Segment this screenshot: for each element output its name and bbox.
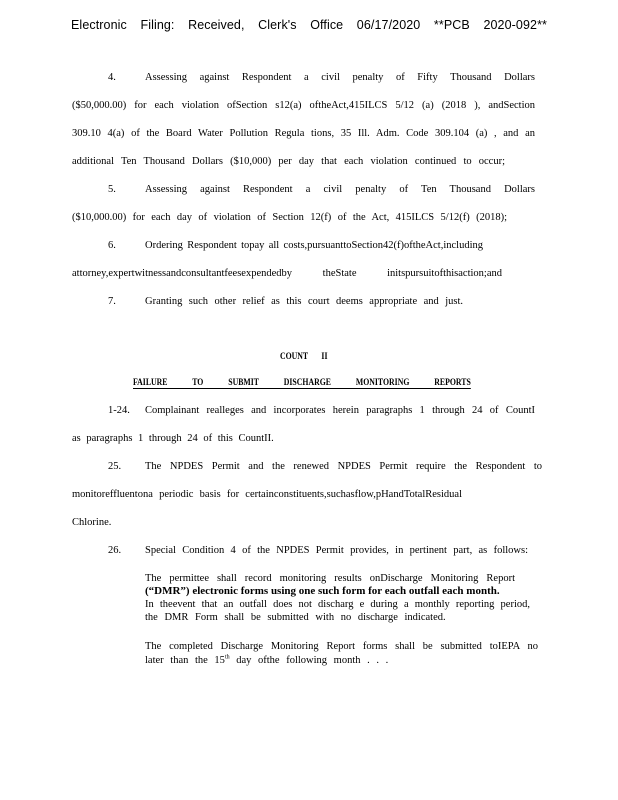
paragraph-5-line-1: Assessing against Respondent a civil penalty of Ten Thousand Dollars [145,184,535,195]
paragraph-25-line-2: monitoreffluentona periodic basis for certainconstituents,suchasflow,pHandTotalResidual [72,489,462,500]
paragraph-1-24-number: 1-24. [108,405,130,416]
paragraph-25-line-3: Chlorine. [72,517,112,528]
paragraph-7-number: 7. [108,296,116,307]
quote-line-5: The completed Discharge Monitoring Report forms shall be submitted toIEPA no [145,641,538,652]
paragraph-5-line-2: ($10,000.00) for each day of violation of Section 12(f) of the Act, 415ILCS 5/12(f) (2018); [72,212,507,223]
paragraph-4-line-2: ($50,000.00) for each violation ofSection s12(a) oftheAct,415ILCS 5/12 (a) (2018 ), andSection [72,100,535,111]
paragraph-25-line-1: The NPDES Permit and the renewed NPDES Permit require the Respondent to [145,461,542,472]
paragraph-4-line-1: Assessing against Respondent a civil penalty of Fifty Thousand Dollars [145,72,535,83]
paragraph-26-line-1: Special Condition 4 of the NPDES Permit provides, in pertinent part, as follows: [145,545,528,556]
paragraph-6-line-2: attorney,expertwitnessandconsultantfeesexpendedby theState initspursuitofthisaction;and [72,268,502,279]
quote-line-4: the DMR Form shall be submitted with no discharge indicated. [145,612,446,623]
quote-line-6-pre: later than the 15 [145,655,225,666]
paragraph-1-24-line-2: as paragraphs 1 through 24 of this CountII. [72,433,274,444]
paragraph-4-number: 4. [108,72,116,83]
count-title: COUNT II [280,352,328,362]
paragraph-4-line-4: additional Ten Thousand Dollars ($10,000) per day that each violation continued to occur; [72,156,505,167]
paragraph-6-number: 6. [108,240,116,251]
quote-line-3: In theevent that an outfall does not discharg e during a monthly reporting period, [145,599,530,610]
paragraph-4-line-3: 309.10 4(a) of the Board Water Pollution Regula tions, 35 Ill. Adm. Code 309.104 (a) , and an [72,128,535,139]
paragraph-5-number: 5. [108,184,116,195]
quote-line-6-sup: th [224,654,230,661]
quote-line-2: (“DMR”) electronic forms using one such form for each outfall each month. [145,585,500,597]
quote-line-6 [145,655,388,666]
quote-line-6-post: day ofthe following month . . . [229,655,389,666]
quote-line-1: The permittee shall record monitoring results onDischarge Monitoring Report [145,573,515,584]
paragraph-26-number: 26. [108,545,122,556]
paragraph-1-24-line-1: Complainant realleges and incorporates herein paragraphs 1 through 24 of CountI [145,405,535,416]
paragraph-6-line-1: Ordering Respondent topay all costs,pursuanttoSection42(f)oftheAct,including [145,240,483,251]
filing-header: Electronic Filing: Received, Clerk's Office 06/17/2020 **PCB 2020-092** [71,18,547,32]
paragraph-7-line-1: Granting such other relief as this court deems appropriate and just. [145,296,463,307]
count-subtitle: FAILURE TO SUBMIT DISCHARGE MONITORING REPORTS [133,378,471,388]
paragraph-25-number: 25. [108,461,122,472]
